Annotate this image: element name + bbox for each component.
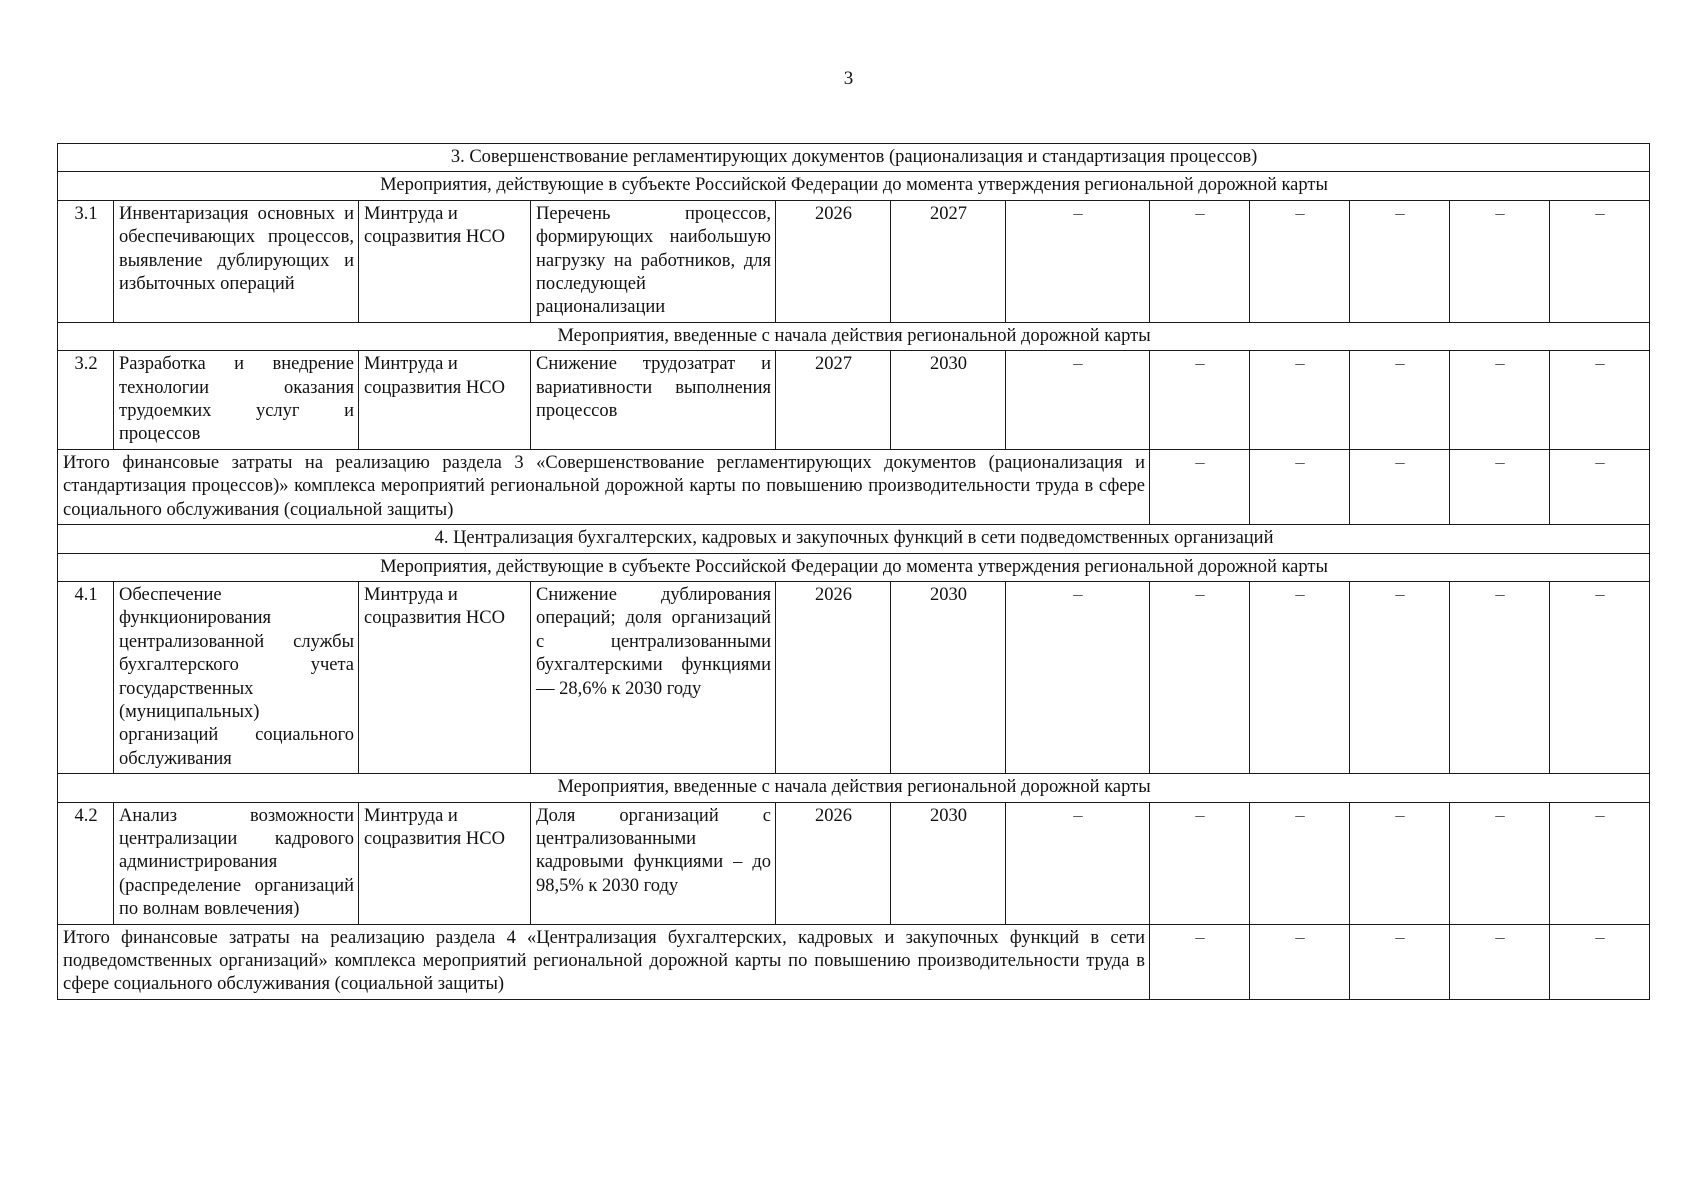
- finance-value: –: [1550, 581, 1650, 773]
- measure-name: Разработка и внедрение технологии оказания трудоемких услуг и процессов: [114, 351, 359, 450]
- total-value: –: [1250, 924, 1350, 999]
- total-value: –: [1550, 924, 1650, 999]
- row-number: 4.2: [58, 802, 114, 924]
- finance-value: –: [1150, 581, 1250, 773]
- total-value: –: [1450, 449, 1550, 524]
- finance-value: –: [1450, 802, 1550, 924]
- end-year: 2027: [891, 200, 1006, 322]
- finance-value: –: [1150, 802, 1250, 924]
- row-number: 3.2: [58, 351, 114, 450]
- total-value: –: [1150, 924, 1250, 999]
- table-row: [58, 351, 1650, 450]
- table-row: [58, 802, 1650, 924]
- finance-value: –: [1450, 351, 1550, 450]
- responsible: Минтруда и соцразвития НСО: [359, 200, 531, 322]
- finance-value: –: [1006, 351, 1150, 450]
- table-row: [58, 200, 1650, 322]
- expected-result: Снижение трудозатрат и вариативности выполнения процессов: [531, 351, 776, 450]
- total-label: Итого финансовые затраты на реализацию раздела 3 «Совершенствование регламентирующих документов (рационализация и стандартизация процессов)» комплекса мероприятий региональной дорожной карты по повышению производительности труда в сфере социального обслуживания (социальной защиты): [58, 449, 1150, 524]
- finance-value: –: [1350, 200, 1450, 322]
- group-heading: Мероприятия, действующие в субъекте Российской Федерации до момента утверждения региональной дорожной карты: [58, 553, 1650, 581]
- start-year: 2026: [776, 802, 891, 924]
- measure-name: Анализ возможности централизации кадрового администрирования (распределение организаций по волнам вовлечения): [114, 802, 359, 924]
- finance-value: –: [1450, 200, 1550, 322]
- group-heading: Мероприятия, действующие в субъекте Российской Федерации до момента утверждения региональной дорожной карты: [58, 172, 1650, 200]
- responsible: Минтруда и соцразвития НСО: [359, 351, 531, 450]
- section-title-row: [58, 525, 1650, 553]
- total-row: [58, 449, 1650, 524]
- row-number: 3.1: [58, 200, 114, 322]
- end-year: 2030: [891, 802, 1006, 924]
- finance-value: –: [1350, 351, 1450, 450]
- table-row: [58, 581, 1650, 773]
- total-value: –: [1550, 449, 1650, 524]
- group-heading-row: [58, 774, 1650, 802]
- finance-value: –: [1250, 581, 1350, 773]
- finance-value: –: [1350, 581, 1450, 773]
- finance-value: –: [1550, 802, 1650, 924]
- group-heading: Мероприятия, введенные с начала действия региональной дорожной карты: [58, 322, 1650, 350]
- total-row: [58, 924, 1650, 999]
- finance-value: –: [1150, 200, 1250, 322]
- finance-value: –: [1006, 200, 1150, 322]
- section-title: 3. Совершенствование регламентирующих документов (рационализация и стандартизация процессов): [58, 144, 1650, 172]
- finance-value: –: [1250, 351, 1350, 450]
- start-year: 2027: [776, 351, 891, 450]
- total-value: –: [1450, 924, 1550, 999]
- page-number: 3: [843, 68, 854, 89]
- expected-result: Перечень процессов, формирующих наибольшую нагрузку на работников, для последующей рационализации: [531, 200, 776, 322]
- finance-value: –: [1150, 351, 1250, 450]
- measure-name: Обеспечение функционирования централизованной службы бухгалтерского учета государственных (муниципальных) организаций социального обслуживания: [114, 581, 359, 773]
- total-value: –: [1350, 449, 1450, 524]
- start-year: 2026: [776, 581, 891, 773]
- group-heading: Мероприятия, введенные с начала действия региональной дорожной карты: [58, 774, 1650, 802]
- finance-value: –: [1006, 802, 1150, 924]
- finance-value: –: [1350, 802, 1450, 924]
- responsible: Минтруда и соцразвития НСО: [359, 802, 531, 924]
- group-heading-row: [58, 553, 1650, 581]
- row-number: 4.1: [58, 581, 114, 773]
- roadmap-table: [57, 143, 1650, 1000]
- group-heading-row: [58, 172, 1650, 200]
- finance-value: –: [1250, 200, 1350, 322]
- section-title: 4. Централизация бухгалтерских, кадровых и закупочных функций в сети подведомственных организаций: [58, 525, 1650, 553]
- end-year: 2030: [891, 351, 1006, 450]
- finance-value: –: [1550, 200, 1650, 322]
- finance-value: –: [1550, 351, 1650, 450]
- group-heading-row: [58, 322, 1650, 350]
- start-year: 2026: [776, 200, 891, 322]
- total-label: Итого финансовые затраты на реализацию раздела 4 «Централизация бухгалтерских, кадровых и закупочных функций в сети подведомственных организаций» комплекса мероприятий региональной дорожной карты по повышению производительности труда в сфере социального обслуживания (социальной защиты): [58, 924, 1150, 999]
- measure-name: Инвентаризация основных и обеспечивающих процессов, выявление дублирующих и избыточных операций: [114, 200, 359, 322]
- expected-result: Снижение дублирования операций; доля организаций с централизованными бухгалтерскими функциями — 28,6% к 2030 году: [531, 581, 776, 773]
- section-title-row: [58, 144, 1650, 172]
- end-year: 2030: [891, 581, 1006, 773]
- expected-result: Доля организаций с централизованными кадровыми функциями – до 98,5% к 2030 году: [531, 802, 776, 924]
- finance-value: –: [1006, 581, 1150, 773]
- responsible: Минтруда и соцразвития НСО: [359, 581, 531, 773]
- finance-value: –: [1250, 802, 1350, 924]
- total-value: –: [1350, 924, 1450, 999]
- total-value: –: [1250, 449, 1350, 524]
- total-value: –: [1150, 449, 1250, 524]
- finance-value: –: [1450, 581, 1550, 773]
